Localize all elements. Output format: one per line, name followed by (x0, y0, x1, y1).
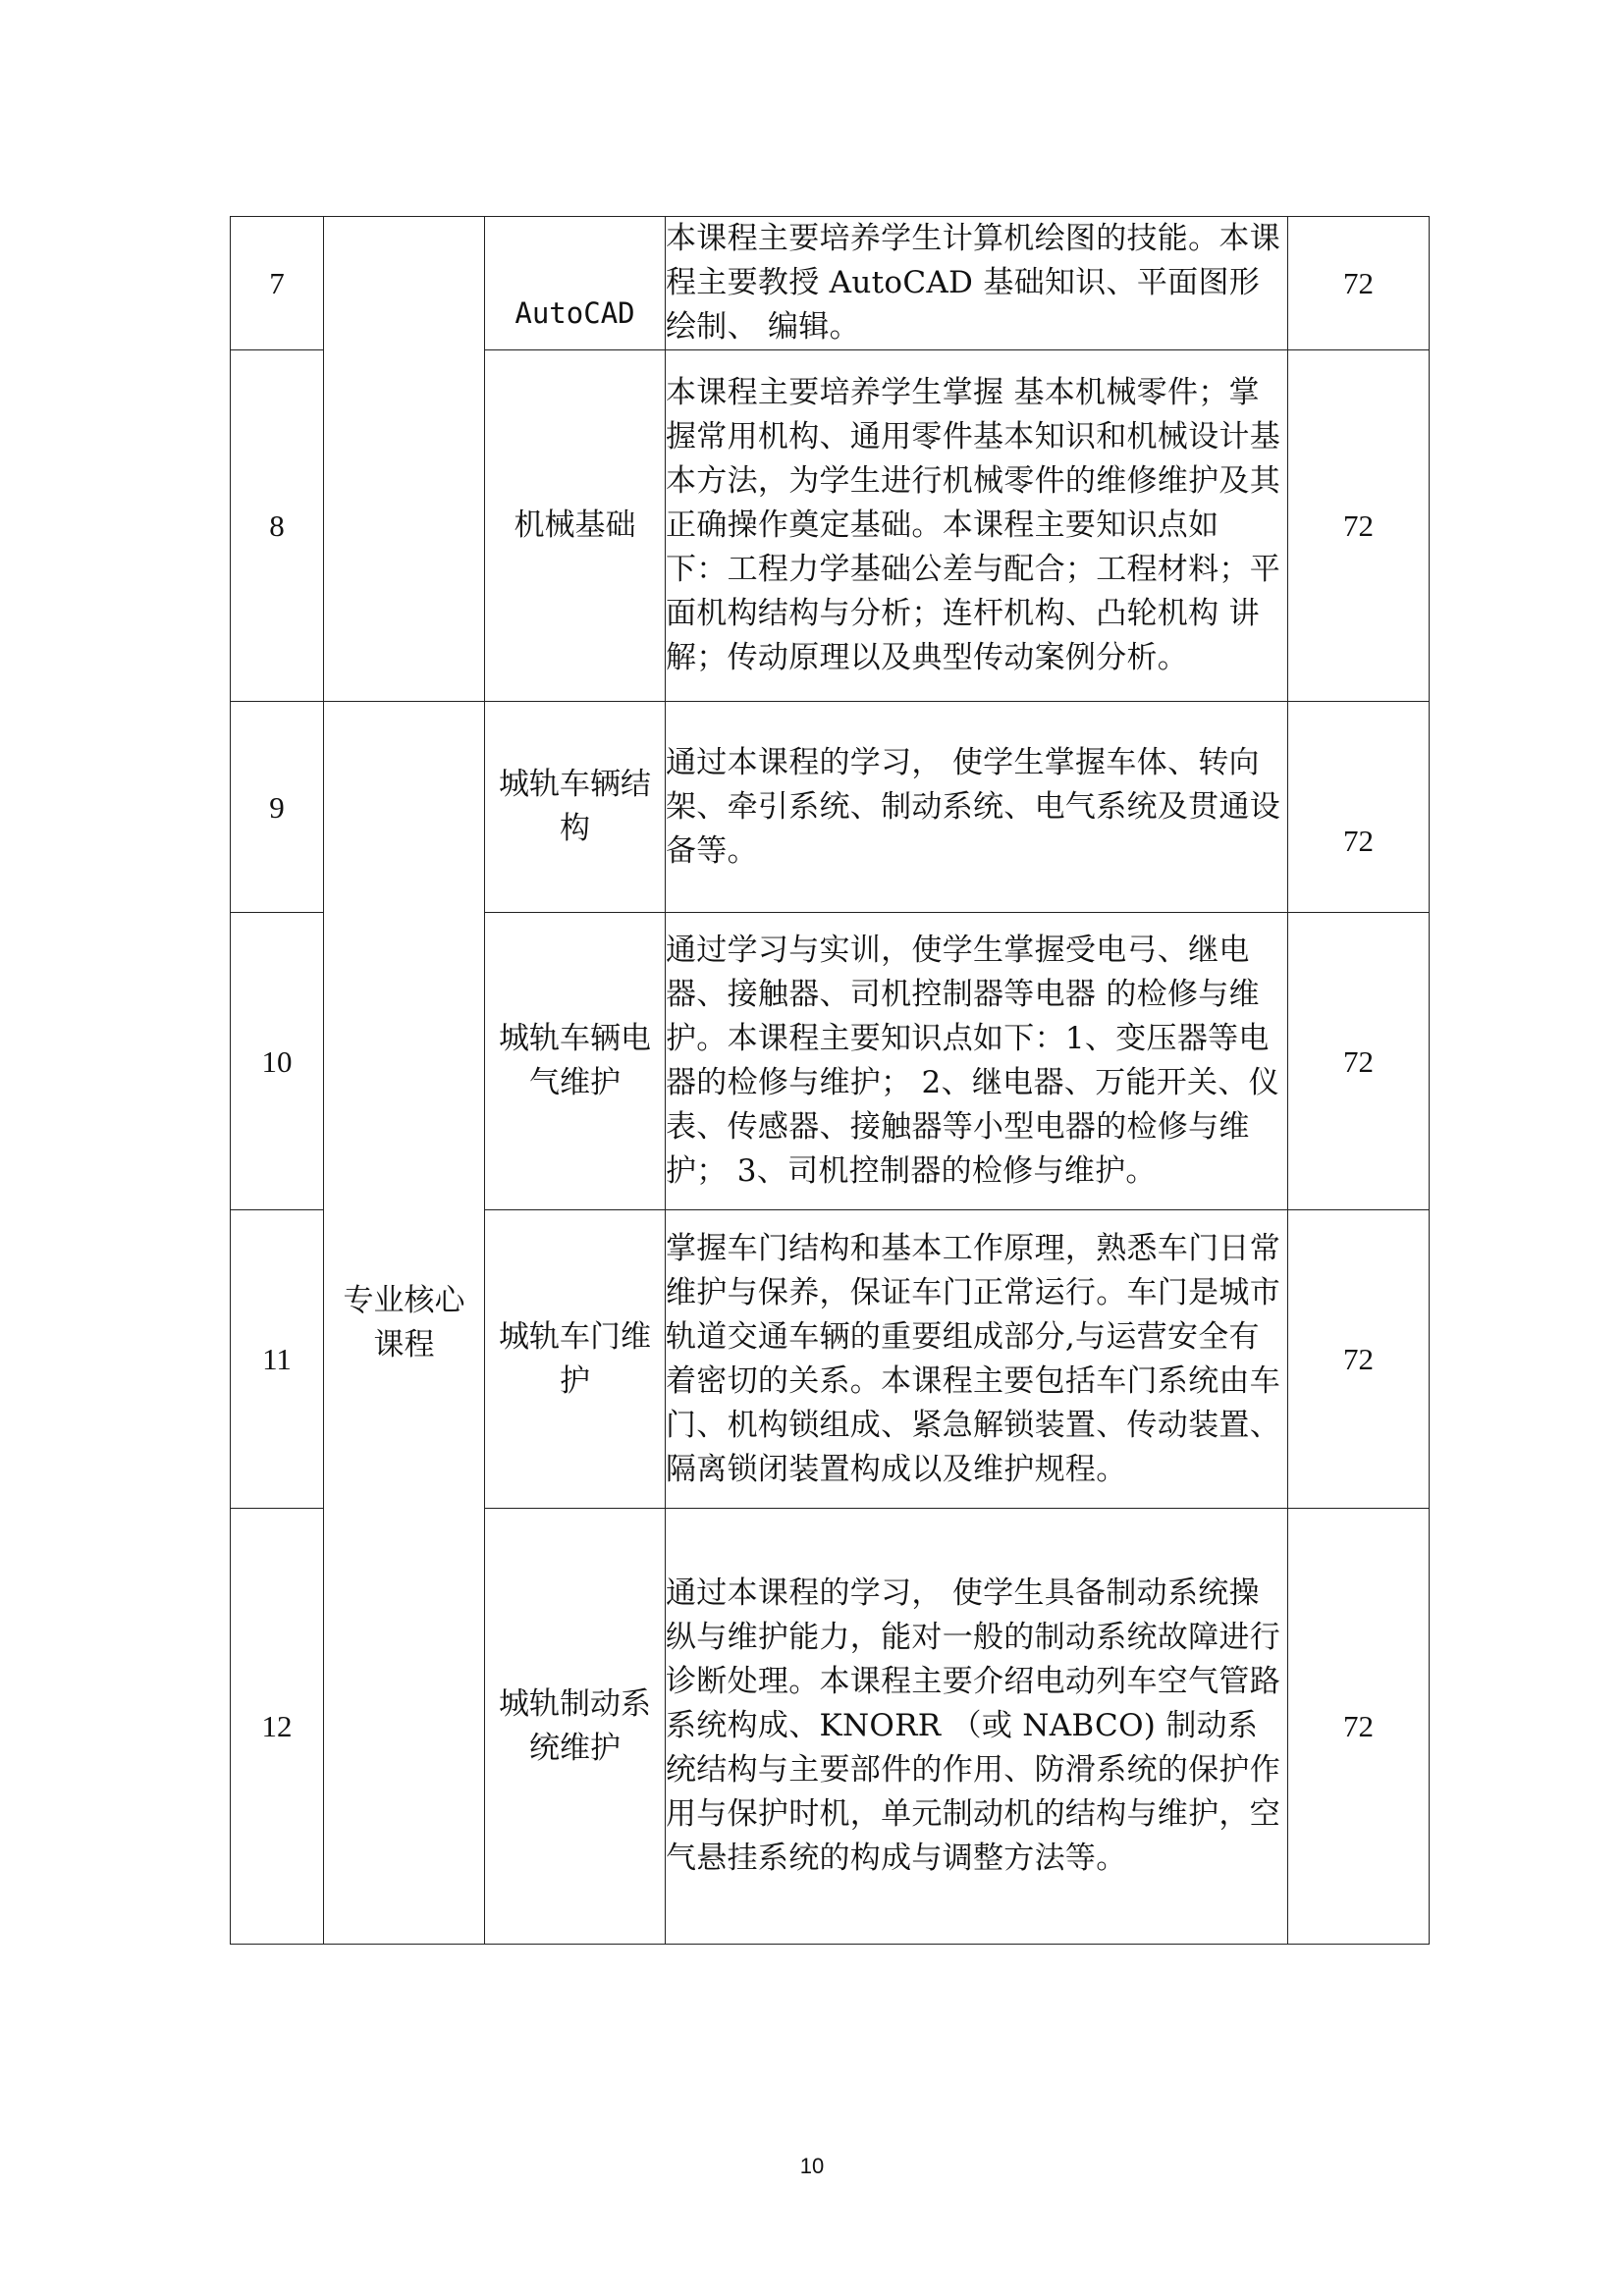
course-name-cell: 城轨车辆结构 (485, 702, 666, 913)
course-description-cell: 本课程主要培养学生计算机绘图的技能。本课程主要教授 AutoCAD 基础知识、平面图形绘制、 编辑。 (666, 217, 1288, 350)
table-row (231, 702, 1430, 913)
table-row (231, 217, 1430, 350)
course-hours-cell: 72 (1288, 350, 1430, 702)
course-name-cell: AutoCAD (485, 217, 666, 350)
course-hours-cell: 72 (1288, 217, 1430, 350)
course-description-cell: 通过本课程的学习， 使学生掌握车体、转向架、牵引系统、制动系统、电气系统及贯通设备等。 (666, 702, 1288, 913)
row-number-cell: 8 (231, 350, 324, 702)
row-number-cell: 10 (231, 913, 324, 1210)
course-description-cell: 本课程主要培养学生掌握 基本机械零件；掌握常用机构、通用零件基本知识和机械设计基本方法，为学生进行机械零件的维修维护及其正确操作奠定基础。本课程主要知识点如 下：工程力学基础公差与配合；工程材料；平面机构结构与分析；连杆机构、凸轮机构 讲解；传动原理以及典型传动案例分析。 (666, 350, 1288, 702)
category-cell: 专业核心课程 (324, 702, 485, 1945)
course-hours-cell: 72 (1288, 913, 1430, 1210)
course-description-cell: 掌握车门结构和基本工作原理，熟悉车门日常维护与保养，保证车门正常运行。车门是城市轨道交通车辆的重要组成部分,与运营安全有着密切的关系。本课程主要包括车门系统由车门、机构锁组成、紧急解锁装置、传动装置、隔离锁闭装置构成以及维护规程。 (666, 1210, 1288, 1509)
course-description-cell: 通过本课程的学习， 使学生具备制动系统操纵与维护能力，能对一般的制动系统故障进行诊断处理。本课程主要介绍电动列车空气管路系统构成、KNORR （或 NABCO) 制动系统结构与主要部件的作用、防滑系统的保护作用与保护时机，单元制动机的结构与维护，空气悬挂系统的构成与调整方法等。 (666, 1509, 1288, 1945)
course-hours-cell: 72 (1288, 1509, 1430, 1945)
course-name-cell: 城轨制动系统维护 (485, 1509, 666, 1945)
course-hours-cell: 72 (1288, 702, 1430, 913)
course-name-cell: 机械基础 (485, 350, 666, 702)
course-table (230, 216, 1430, 1945)
page-number: 10 (799, 2154, 825, 2178)
category-cell-empty (324, 217, 485, 702)
row-number-cell: 7 (231, 217, 324, 350)
course-description-cell: 通过学习与实训，使学生掌握受电弓、继电器、接触器、司机控制器等电器 的检修与维护。本课程主要知识点如下：1、变压器等电器的检修与维护； 2、继电器、万能开关、仪表、传感器、接触器等小型电器的检修与维护； 3、司机控制器的检修与维护。 (666, 913, 1288, 1210)
course-name-cell: 城轨车辆电气维护 (485, 913, 666, 1210)
course-name-cell: 城轨车门维护 (485, 1210, 666, 1509)
row-number-cell: 9 (231, 702, 324, 913)
row-number-cell: 11 (231, 1210, 324, 1509)
row-number-cell: 12 (231, 1509, 324, 1945)
course-hours-cell: 72 (1288, 1210, 1430, 1509)
